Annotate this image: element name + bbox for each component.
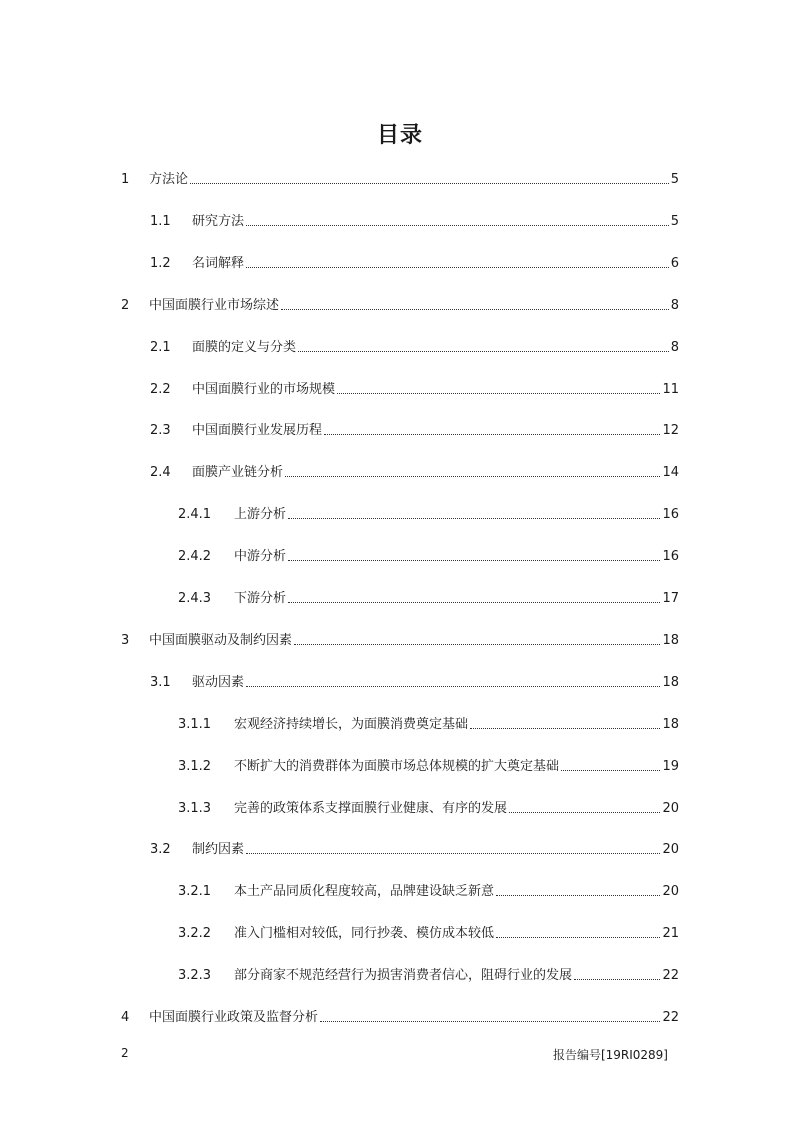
toc-entry-page: 14 — [662, 465, 679, 480]
toc-entry[interactable] — [178, 711, 679, 733]
toc-dot-leader — [298, 350, 669, 352]
toc-entry[interactable] — [150, 208, 679, 230]
toc-dot-leader — [509, 811, 660, 813]
toc-entry-number: 2.1 — [150, 340, 171, 355]
toc-entry-page: 20 — [662, 842, 679, 857]
toc-dot-leader — [324, 433, 660, 435]
toc-entry-title: 方法论 — [149, 172, 189, 187]
toc-entry-title: 研究方法 — [192, 214, 245, 229]
toc-dot-leader — [190, 182, 669, 184]
toc-entry-page: 5 — [670, 214, 679, 229]
toc-dot-leader — [281, 308, 669, 310]
toc-entry-number: 1 — [121, 172, 130, 187]
toc-dot-leader — [288, 559, 660, 561]
toc-entry[interactable] — [178, 753, 679, 775]
toc-entry-title: 制约因素 — [192, 842, 245, 857]
toc-dot-leader — [246, 685, 660, 687]
toc-entry[interactable] — [150, 836, 679, 858]
toc-entry-title: 宏观经济持续增长，为面膜消费奠定基础 — [234, 717, 469, 732]
toc-entry[interactable] — [150, 334, 679, 356]
toc-dot-leader — [246, 852, 660, 854]
toc-entry-number: 3.2 — [150, 842, 171, 857]
toc-entry-number: 3.1.3 — [178, 801, 212, 816]
toc-dot-leader — [320, 1020, 660, 1022]
toc-entry-number: 3.1 — [150, 675, 171, 690]
toc-entry-number: 2 — [121, 298, 130, 313]
toc-entry-title: 部分商家不规范经营行为损害消费者信心，阻碍行业的发展 — [234, 968, 573, 983]
toc-entry-page: 16 — [662, 549, 679, 564]
toc-entry-title: 中国面膜行业的市场规模 — [192, 382, 336, 397]
toc-entry[interactable] — [150, 459, 679, 481]
toc-entry-page: 18 — [662, 675, 679, 690]
toc-entry-number: 3.2.3 — [178, 968, 212, 983]
toc-entry-page: 17 — [662, 591, 679, 606]
toc-dot-leader — [470, 727, 660, 729]
toc-entry-page: 5 — [670, 172, 679, 187]
toc-entry[interactable] — [178, 543, 679, 565]
toc-entry-number: 4 — [121, 1010, 130, 1025]
toc-entry-title: 中国面膜驱动及制约因素 — [149, 633, 293, 648]
toc-entry-number: 1.1 — [150, 214, 171, 229]
toc-entry[interactable] — [178, 878, 679, 900]
toc-entry-page: 11 — [662, 382, 679, 397]
footer-page-number: 2 — [121, 1046, 129, 1060]
toc-dot-leader — [337, 392, 660, 394]
toc-entry-title: 面膜产业链分析 — [192, 465, 284, 480]
toc-entry[interactable] — [178, 920, 679, 942]
toc-entry[interactable] — [150, 669, 679, 691]
toc-dot-leader — [496, 894, 660, 896]
page-title: 目录 — [376, 123, 423, 148]
toc-entry-title: 面膜的定义与分类 — [192, 340, 297, 355]
toc-entry-title: 中国面膜行业市场综述 — [149, 298, 280, 313]
toc-dot-leader — [294, 643, 660, 645]
toc-entry-page: 12 — [662, 423, 679, 438]
toc-entry-page: 19 — [662, 759, 679, 774]
toc-entry-title: 本土产品同质化程度较高，品牌建设缺乏新意 — [234, 884, 495, 899]
toc-entry-number: 2.2 — [150, 382, 171, 397]
toc-dot-leader — [496, 936, 660, 938]
toc-dot-leader — [285, 475, 660, 477]
toc-entry-number: 2.4.1 — [178, 507, 212, 522]
toc-entry-page: 8 — [670, 298, 679, 313]
toc-entry-title: 中国面膜行业发展历程 — [192, 423, 323, 438]
toc-entry-page: 21 — [662, 926, 679, 941]
toc-entry-title: 完善的政策体系支撑面膜行业健康、有序的发展 — [234, 801, 508, 816]
toc-entry-title: 准入门槛相对较低，同行抄袭、模仿成本较低 — [234, 926, 495, 941]
toc-entry-page: 18 — [662, 717, 679, 732]
toc-entry[interactable] — [150, 376, 679, 398]
toc-entry-page: 22 — [662, 968, 679, 983]
toc-entry-number: 3.2.2 — [178, 926, 212, 941]
toc-dot-leader — [574, 978, 660, 980]
toc-entry[interactable] — [178, 501, 679, 523]
toc-entry-number: 3 — [121, 633, 130, 648]
toc-entry-number: 3.1.2 — [178, 759, 212, 774]
toc-entry[interactable] — [178, 585, 679, 607]
toc-entry-title: 不断扩大的消费群体为面膜市场总体规模的扩大奠定基础 — [234, 759, 560, 774]
toc-entry[interactable] — [121, 627, 679, 649]
toc-entry-page: 22 — [662, 1010, 679, 1025]
toc-entry-page: 20 — [662, 801, 679, 816]
toc-entry[interactable] — [121, 292, 679, 314]
footer-report-id: 报告编号[19RI0289] — [552, 1048, 668, 1062]
toc-entry-number: 2.3 — [150, 423, 171, 438]
toc-entry-title: 下游分析 — [234, 591, 287, 606]
toc-entry-number: 3.1.1 — [178, 717, 212, 732]
toc-entry-page: 8 — [670, 340, 679, 355]
toc-entry-page: 20 — [662, 884, 679, 899]
toc-entry-number: 3.2.1 — [178, 884, 212, 899]
toc-dot-leader — [288, 601, 660, 603]
toc-entry-title: 中游分析 — [234, 549, 287, 564]
toc-entry-number: 2.4 — [150, 465, 171, 480]
toc-entry[interactable] — [121, 166, 679, 188]
toc-entry-number: 1.2 — [150, 256, 171, 271]
toc-entry[interactable] — [178, 962, 679, 984]
toc-entry-number: 2.4.3 — [178, 591, 212, 606]
toc-entry-title: 中国面膜行业政策及监督分析 — [149, 1010, 319, 1025]
toc-entry[interactable] — [178, 795, 679, 817]
toc-entry-page: 18 — [662, 633, 679, 648]
toc-dot-leader — [561, 769, 660, 771]
toc-entry-title: 上游分析 — [234, 507, 287, 522]
toc-entry-number: 2.4.2 — [178, 549, 212, 564]
toc-entry-page: 16 — [662, 507, 679, 522]
toc-entry-page: 6 — [670, 256, 679, 271]
toc-dot-leader — [246, 266, 669, 268]
toc-entry-title: 名词解释 — [192, 256, 245, 271]
toc-entry[interactable] — [150, 250, 679, 272]
toc-dot-leader — [288, 517, 660, 519]
toc-entry-title: 驱动因素 — [192, 675, 245, 690]
toc-entry[interactable] — [121, 1004, 679, 1026]
toc-dot-leader — [246, 224, 669, 226]
toc-entry[interactable] — [150, 417, 679, 439]
